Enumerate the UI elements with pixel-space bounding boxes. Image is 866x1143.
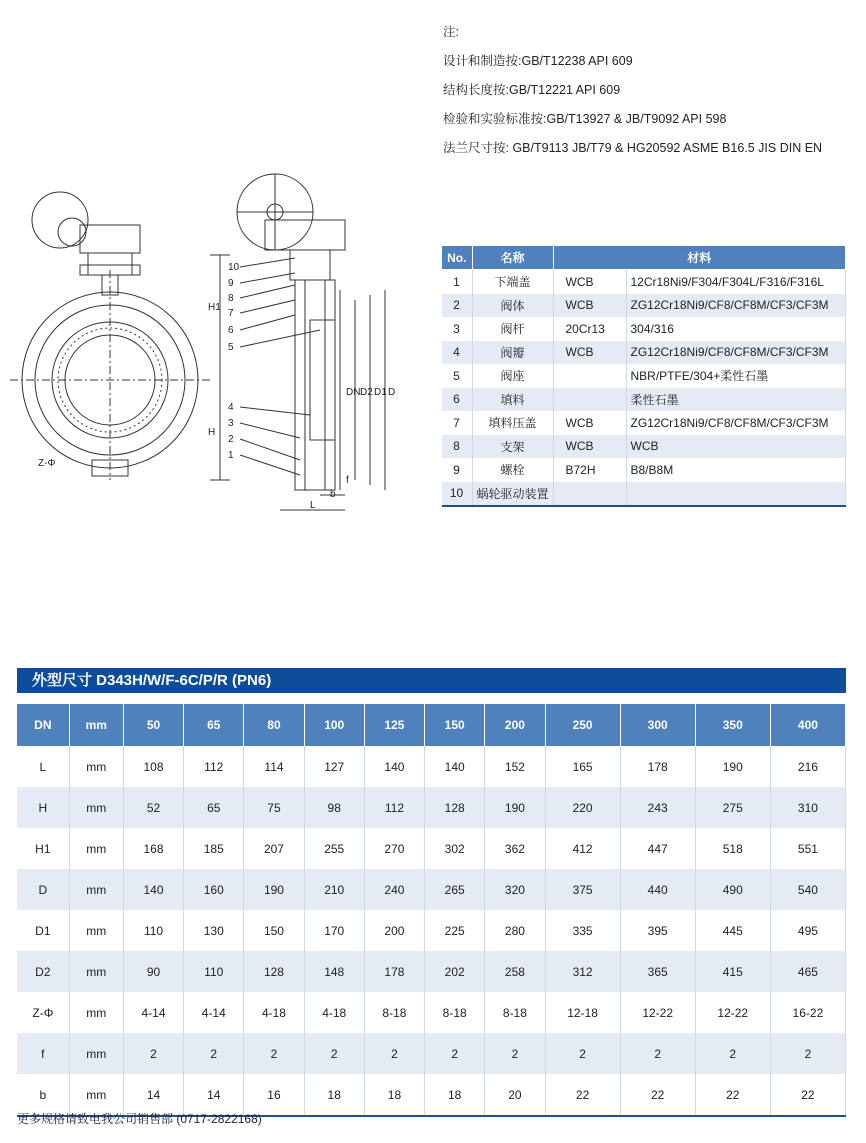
dimensions-header-cell: 350 bbox=[695, 704, 770, 746]
dimensions-row bbox=[17, 951, 846, 992]
dimensions-row bbox=[17, 746, 846, 787]
dimensions-cell: 2 bbox=[304, 1033, 364, 1074]
dimensions-header-cell: 125 bbox=[364, 704, 424, 746]
header-no: No. bbox=[442, 246, 473, 270]
dimensions-cell: 2 bbox=[123, 1033, 183, 1074]
dimensions-cell: mm bbox=[69, 828, 123, 869]
dimensions-cell: 112 bbox=[364, 787, 424, 828]
dimensions-cell: 2 bbox=[184, 1033, 244, 1074]
dimensions-cell: 210 bbox=[304, 869, 364, 910]
valve-body-side bbox=[295, 280, 335, 490]
materials-cell-no: 6 bbox=[442, 388, 473, 412]
callout-6: 6 bbox=[228, 325, 234, 336]
materials-cell-mat1: WCB bbox=[553, 270, 626, 294]
materials-cell-no: 7 bbox=[442, 411, 473, 435]
dimensions-cell: D bbox=[17, 869, 69, 910]
dimensions-cell: 112 bbox=[184, 746, 244, 787]
dimensions-cell: 18 bbox=[304, 1074, 364, 1116]
dimensions-title: 外型尺寸 D343H/W/F-6C/P/R (PN6) bbox=[17, 668, 846, 693]
dimensions-cell: 160 bbox=[184, 869, 244, 910]
dimensions-cell: mm bbox=[69, 1074, 123, 1116]
dimensions-cell: 240 bbox=[364, 869, 424, 910]
label-dn: DN bbox=[346, 387, 361, 398]
dimensions-cell: 114 bbox=[244, 746, 304, 787]
dimensions-cell: 207 bbox=[244, 828, 304, 869]
dimensions-cell: 2 bbox=[695, 1033, 770, 1074]
callout-1: 1 bbox=[228, 450, 234, 461]
materials-row bbox=[442, 411, 846, 435]
materials-cell-mat2: 12Cr18Ni9/F304/F304L/F316/F316L bbox=[626, 270, 846, 294]
dimensions-cell: Z-Φ bbox=[17, 992, 69, 1033]
label-d2: D2 bbox=[360, 387, 373, 398]
dimensions-cell: mm bbox=[69, 992, 123, 1033]
dimensions-cell: 22 bbox=[770, 1074, 845, 1116]
dimensions-cell: 130 bbox=[184, 910, 244, 951]
dimensions-cell: 98 bbox=[304, 787, 364, 828]
dimensions-cell: 440 bbox=[620, 869, 695, 910]
dimensions-cell: 108 bbox=[123, 746, 183, 787]
materials-cell-mat1: 20Cr13 bbox=[553, 317, 626, 341]
dimensions-cell: 75 bbox=[244, 787, 304, 828]
materials-cell-mat1 bbox=[553, 482, 626, 507]
materials-cell-no: 3 bbox=[442, 317, 473, 341]
materials-cell-name: 阀杆 bbox=[472, 317, 553, 341]
dimensions-row bbox=[17, 828, 846, 869]
callout-2: 2 bbox=[228, 434, 234, 445]
materials-cell-mat1 bbox=[553, 388, 626, 412]
materials-cell-mat2: 柔性石墨 bbox=[626, 388, 846, 412]
dimensions-cell: 447 bbox=[620, 828, 695, 869]
dimensions-cell: 110 bbox=[184, 951, 244, 992]
footer-contact: 更多规格请致电我公司销售部 (0717-2822168) bbox=[17, 1112, 262, 1126]
dimensions-cell: 518 bbox=[695, 828, 770, 869]
dimensions-row bbox=[17, 1033, 846, 1074]
note-line: 法兰尺寸按: GB/T9113 JB/T79 & HG20592 ASME B16.5 JIS DIN EN bbox=[443, 141, 823, 155]
note-line: 检验和实验标准按:GB/T13927 & JB/T9092 API 598 bbox=[443, 112, 727, 126]
materials-cell-no: 4 bbox=[442, 341, 473, 365]
dimensions-cell: 395 bbox=[620, 910, 695, 951]
dimensions-cell: mm bbox=[69, 787, 123, 828]
dimensions-cell: 312 bbox=[545, 951, 620, 992]
materials-table bbox=[441, 245, 846, 507]
dimensions-cell: 270 bbox=[364, 828, 424, 869]
materials-cell-no: 8 bbox=[442, 435, 473, 459]
dimensions-cell: 168 bbox=[123, 828, 183, 869]
dimensions-cell: 365 bbox=[620, 951, 695, 992]
dimensions-cell: 362 bbox=[485, 828, 545, 869]
dimensions-cell: 4-14 bbox=[184, 992, 244, 1033]
dimensions-cell: 65 bbox=[184, 787, 244, 828]
dimensions-cell: 128 bbox=[244, 951, 304, 992]
dimensions-cell: 140 bbox=[364, 746, 424, 787]
dimensions-header-cell: 80 bbox=[244, 704, 304, 746]
dimensions-cell: 4-18 bbox=[244, 992, 304, 1033]
dimensions-cell: 302 bbox=[425, 828, 485, 869]
dimensions-cell: 202 bbox=[425, 951, 485, 992]
callout-5: 5 bbox=[228, 342, 234, 353]
dimensions-cell: 412 bbox=[545, 828, 620, 869]
dimensions-cell: 540 bbox=[770, 869, 845, 910]
label-f: f bbox=[346, 475, 349, 486]
dimensions-header-cell: 65 bbox=[184, 704, 244, 746]
dimensions-cell: f bbox=[17, 1033, 69, 1074]
dimensions-cell: 255 bbox=[304, 828, 364, 869]
materials-row bbox=[442, 435, 846, 459]
materials-row bbox=[442, 458, 846, 482]
dimensions-header-row bbox=[17, 704, 846, 746]
dimensions-cell: 243 bbox=[620, 787, 695, 828]
dimensions-cell: 2 bbox=[485, 1033, 545, 1074]
dimensions-cell: 225 bbox=[425, 910, 485, 951]
dimensions-cell: 190 bbox=[485, 787, 545, 828]
materials-row bbox=[442, 341, 846, 365]
materials-cell-mat1: WCB bbox=[553, 294, 626, 318]
dimensions-cell: 22 bbox=[620, 1074, 695, 1116]
dimensions-cell: 200 bbox=[364, 910, 424, 951]
dimensions-cell: 170 bbox=[304, 910, 364, 951]
materials-cell-name: 阀座 bbox=[472, 364, 553, 388]
materials-row bbox=[442, 482, 846, 507]
dimensions-cell: H bbox=[17, 787, 69, 828]
dimensions-cell: 2 bbox=[425, 1033, 485, 1074]
dimensions-header-cell: DN bbox=[17, 704, 69, 746]
dimensions-cell: 165 bbox=[545, 746, 620, 787]
materials-cell-no: 10 bbox=[442, 482, 473, 507]
dimensions-cell: 490 bbox=[695, 869, 770, 910]
callout-3: 3 bbox=[228, 418, 234, 429]
dimensions-cell: 2 bbox=[620, 1033, 695, 1074]
dimensions-cell: 375 bbox=[545, 869, 620, 910]
dimensions-cell: 275 bbox=[695, 787, 770, 828]
dimensions-cell: D2 bbox=[17, 951, 69, 992]
header-name: 名称 bbox=[472, 246, 553, 270]
dimensions-header-cell: 400 bbox=[770, 704, 845, 746]
dimensions-cell: 16-22 bbox=[770, 992, 845, 1033]
materials-row bbox=[442, 294, 846, 318]
dimensions-cell: 2 bbox=[364, 1033, 424, 1074]
dimensions-header-cell: 150 bbox=[425, 704, 485, 746]
materials-cell-name: 阀瓣 bbox=[472, 341, 553, 365]
note-line: 结构长度按:GB/T12221 API 609 bbox=[443, 83, 621, 97]
dimensions-cell: 310 bbox=[770, 787, 845, 828]
note-line: 注: bbox=[443, 25, 459, 39]
dimensions-header-cell: 200 bbox=[485, 704, 545, 746]
dimensions-cell: 190 bbox=[244, 869, 304, 910]
dimensions-cell: 150 bbox=[244, 910, 304, 951]
callout-10: 10 bbox=[228, 262, 240, 273]
dimensions-cell: b bbox=[17, 1074, 69, 1116]
dimensions-cell: 128 bbox=[425, 787, 485, 828]
dimensions-cell: 258 bbox=[485, 951, 545, 992]
dimensions-row bbox=[17, 992, 846, 1033]
dimensions-cell: 14 bbox=[184, 1074, 244, 1116]
dimensions-cell: 495 bbox=[770, 910, 845, 951]
dimensions-header-cell: 100 bbox=[304, 704, 364, 746]
dimensions-cell: 8-18 bbox=[485, 992, 545, 1033]
dimensions-cell: 22 bbox=[545, 1074, 620, 1116]
dimensions-table bbox=[17, 704, 846, 1117]
dimensions-cell: 280 bbox=[485, 910, 545, 951]
materials-header-row bbox=[442, 246, 846, 270]
materials-cell-mat2: 304/316 bbox=[626, 317, 846, 341]
materials-row bbox=[442, 317, 846, 341]
dimensions-cell: mm bbox=[69, 951, 123, 992]
materials-cell-mat2: ZG12Cr18Ni9/CF8/CF8M/CF3/CF3M bbox=[626, 411, 846, 435]
dimensions-cell: 185 bbox=[184, 828, 244, 869]
dimensions-cell: 14 bbox=[123, 1074, 183, 1116]
materials-cell-mat2: ZG12Cr18Ni9/CF8/CF8M/CF3/CF3M bbox=[626, 341, 846, 365]
dimensions-row bbox=[17, 910, 846, 951]
dimensions-cell: mm bbox=[69, 910, 123, 951]
dimensions-cell: 127 bbox=[304, 746, 364, 787]
materials-cell-mat1: WCB bbox=[553, 411, 626, 435]
label-z: Z-Φ bbox=[38, 458, 56, 469]
dimensions-cell: 20 bbox=[485, 1074, 545, 1116]
label-l: L bbox=[310, 500, 316, 511]
dimensions-cell: L bbox=[17, 746, 69, 787]
dimensions-header-cell: mm bbox=[69, 704, 123, 746]
materials-cell-name: 蜗轮驱动装置 bbox=[472, 482, 553, 507]
materials-cell-name: 填料压盖 bbox=[472, 411, 553, 435]
materials-cell-no: 2 bbox=[442, 294, 473, 318]
materials-cell-name: 螺栓 bbox=[472, 458, 553, 482]
valve-technical-drawing bbox=[10, 170, 435, 520]
dimensions-cell: 335 bbox=[545, 910, 620, 951]
dimensions-cell: 18 bbox=[364, 1074, 424, 1116]
dimensions-cell: 178 bbox=[364, 951, 424, 992]
dimensions-cell: 551 bbox=[770, 828, 845, 869]
dimensions-cell: mm bbox=[69, 1033, 123, 1074]
dimensions-cell: mm bbox=[69, 869, 123, 910]
dimensions-cell: 12-22 bbox=[620, 992, 695, 1033]
materials-cell-mat1 bbox=[553, 364, 626, 388]
dimensions-cell: D1 bbox=[17, 910, 69, 951]
dimensions-cell: 216 bbox=[770, 746, 845, 787]
materials-cell-mat1: WCB bbox=[553, 435, 626, 459]
callout-7: 7 bbox=[228, 308, 234, 319]
dimensions-cell: 415 bbox=[695, 951, 770, 992]
materials-cell-name: 填料 bbox=[472, 388, 553, 412]
dimensions-cell: 8-18 bbox=[364, 992, 424, 1033]
dimensions-cell: 190 bbox=[695, 746, 770, 787]
dimensions-row bbox=[17, 787, 846, 828]
materials-row bbox=[442, 364, 846, 388]
dimensions-cell: 16 bbox=[244, 1074, 304, 1116]
dimensions-cell: 465 bbox=[770, 951, 845, 992]
label-h1: H1 bbox=[208, 302, 221, 313]
dimensions-header-cell: 300 bbox=[620, 704, 695, 746]
dimensions-cell: 22 bbox=[695, 1074, 770, 1116]
notes-block bbox=[443, 18, 863, 163]
materials-cell-mat2: ZG12Cr18Ni9/CF8/CF8M/CF3/CF3M bbox=[626, 294, 846, 318]
materials-cell-mat1: WCB bbox=[553, 341, 626, 365]
dimensions-cell: 90 bbox=[123, 951, 183, 992]
dimensions-row bbox=[17, 869, 846, 910]
materials-cell-mat2: NBR/PTFE/304+柔性石墨 bbox=[626, 364, 846, 388]
callout-8: 8 bbox=[228, 293, 234, 304]
dimensions-cell: 12-18 bbox=[545, 992, 620, 1033]
dimensions-header-cell: 50 bbox=[123, 704, 183, 746]
materials-cell-name: 支架 bbox=[472, 435, 553, 459]
materials-cell-mat1: B72H bbox=[553, 458, 626, 482]
dimensions-cell: 265 bbox=[425, 869, 485, 910]
dimensions-cell: 4-14 bbox=[123, 992, 183, 1033]
materials-cell-name: 下端盖 bbox=[472, 270, 553, 294]
dimensions-cell: 8-18 bbox=[425, 992, 485, 1033]
materials-cell-no: 9 bbox=[442, 458, 473, 482]
dimensions-cell: 4-18 bbox=[304, 992, 364, 1033]
dimensions-cell: 2 bbox=[244, 1033, 304, 1074]
dimensions-cell: 140 bbox=[425, 746, 485, 787]
dimensions-cell: 140 bbox=[123, 869, 183, 910]
materials-cell-mat2 bbox=[626, 482, 846, 507]
dimensions-cell: 110 bbox=[123, 910, 183, 951]
dimensions-cell: H1 bbox=[17, 828, 69, 869]
materials-row bbox=[442, 388, 846, 412]
dimensions-header-cell: 250 bbox=[545, 704, 620, 746]
dimensions-cell: 152 bbox=[485, 746, 545, 787]
materials-cell-no: 5 bbox=[442, 364, 473, 388]
dimensions-cell: 2 bbox=[545, 1033, 620, 1074]
materials-cell-mat2: WCB bbox=[626, 435, 846, 459]
dimensions-cell: 18 bbox=[425, 1074, 485, 1116]
dimensions-cell: 148 bbox=[304, 951, 364, 992]
dimensions-cell: 220 bbox=[545, 787, 620, 828]
dimensions-cell: 2 bbox=[770, 1033, 845, 1074]
callout-4: 4 bbox=[228, 402, 234, 413]
gearbox-front bbox=[80, 225, 140, 253]
label-b: b bbox=[330, 489, 336, 500]
materials-row bbox=[442, 270, 846, 294]
dimensions-cell: mm bbox=[69, 746, 123, 787]
note-line: 设计和制造按:GB/T12238 API 609 bbox=[443, 54, 633, 68]
dimensions-cell: 320 bbox=[485, 869, 545, 910]
callout-9: 9 bbox=[228, 278, 234, 289]
materials-cell-no: 1 bbox=[442, 270, 473, 294]
materials-cell-name: 阀体 bbox=[472, 294, 553, 318]
label-h: H bbox=[208, 427, 216, 438]
header-material: 材料 bbox=[553, 246, 846, 270]
label-d1: D1 bbox=[374, 387, 387, 398]
label-d: D bbox=[388, 387, 396, 398]
dimensions-cell: 445 bbox=[695, 910, 770, 951]
dimensions-cell: 12-22 bbox=[695, 992, 770, 1033]
dimensions-cell: 178 bbox=[620, 746, 695, 787]
dimensions-cell: 52 bbox=[123, 787, 183, 828]
materials-cell-mat2: B8/B8M bbox=[626, 458, 846, 482]
